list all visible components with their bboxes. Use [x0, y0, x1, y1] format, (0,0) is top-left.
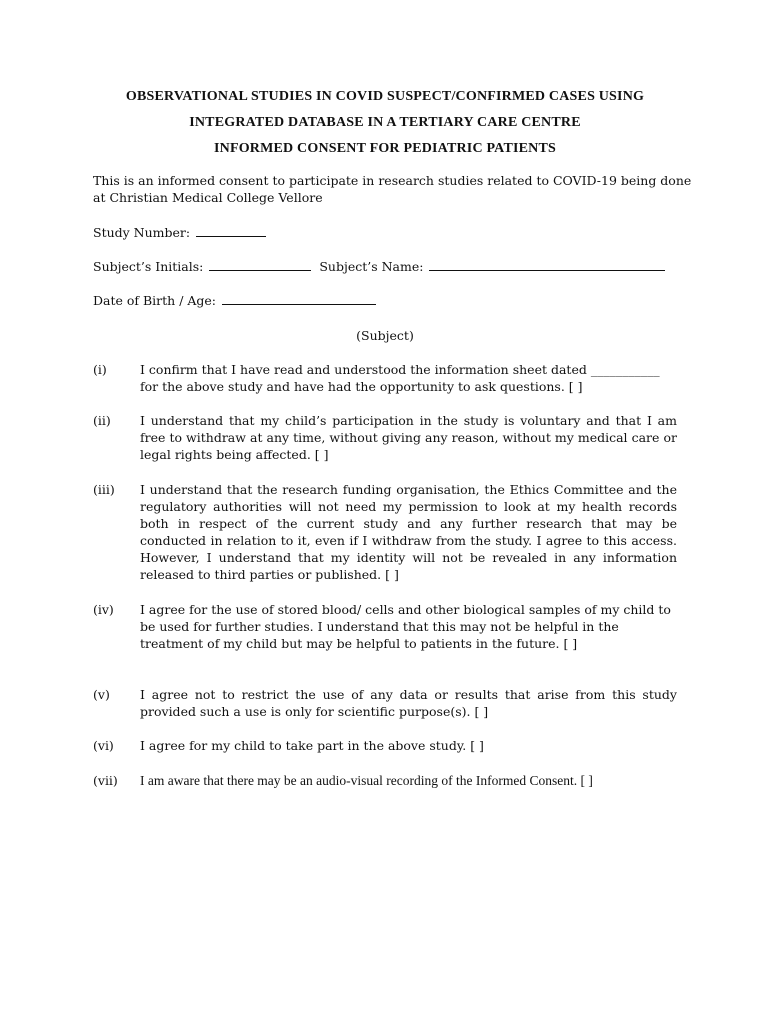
item-text: I understand that the research funding organisation, the Ethics Committee and the regulatory authorities will not need my permission to look at my health records both in respect of the current study and any further research that may be conducted in relation to it, even if I withdraw from the study. I agree to this access. However, I understand that my identity will not be revealed in any information released to third parties or published. [ ] — [140, 482, 677, 582]
item-number: (vi) — [93, 738, 114, 753]
study-number-row — [93, 224, 266, 241]
dob-age-field[interactable] — [222, 292, 376, 305]
subject-initials-label: Subject’s Initials: — [93, 259, 204, 274]
study-number-field[interactable] — [196, 224, 266, 237]
item-number: (iv) — [93, 602, 114, 617]
dob-age-row — [93, 292, 376, 309]
item-number: (v) — [93, 687, 110, 702]
subject-initials-field[interactable] — [209, 258, 311, 271]
title-line-3: INFORMED CONSENT FOR PEDIATRIC PATIENTS — [213, 141, 557, 156]
item-text: I understand that my child’s participation in the study is voluntary and that I am free to withdraw at any time, without giving any reason, without my medical care or legal rights being affected. [ ] — [140, 413, 677, 462]
dob-age-label: Date of Birth / Age: — [93, 293, 217, 308]
item-number: (vii) — [93, 773, 118, 788]
subject-name-label: Subject’s Name: — [319, 259, 424, 274]
subject-name-field[interactable] — [429, 258, 665, 271]
item-text: I am aware that there may be an audio-visual recording of the Informed Consent. [ ] — [140, 773, 593, 788]
subject-initials-row — [93, 258, 665, 275]
subject-label: (Subject) — [356, 328, 414, 343]
title-line-1: OBSERVATIONAL STUDIES IN COVID SUSPECT/CONFIRMED CASES USING — [125, 89, 645, 104]
item-number: (i) — [93, 362, 107, 377]
item-text: I agree not to restrict the use of any data or results that arise from this study provided such a use is only for scientific purpose(s). [ ] — [140, 687, 677, 719]
item-text: I agree for the use of stored blood/ cells and other biological samples of my child to be used for further studies. I understand that this may not be helpful in the treatment of my child but may be helpful to patients in the future. [ ] — [140, 602, 671, 651]
title-line-2: INTEGRATED DATABASE IN A TERTIARY CARE CENTRE — [189, 115, 581, 130]
intro-paragraph: This is an informed consent to participate in research studies related to COVID-19 being done at Christian Medical College Vellore — [93, 173, 692, 205]
item-number: (iii) — [93, 482, 115, 497]
study-number-label: Study Number: — [93, 225, 191, 240]
item-text: I agree for my child to take part in the above study. [ ] — [140, 738, 484, 753]
item-number: (ii) — [93, 413, 111, 428]
item-text: I confirm that I have read and understood the information sheet dated ___________ for the above study and have had the opportunity to ask questions. [ ] — [140, 362, 660, 394]
